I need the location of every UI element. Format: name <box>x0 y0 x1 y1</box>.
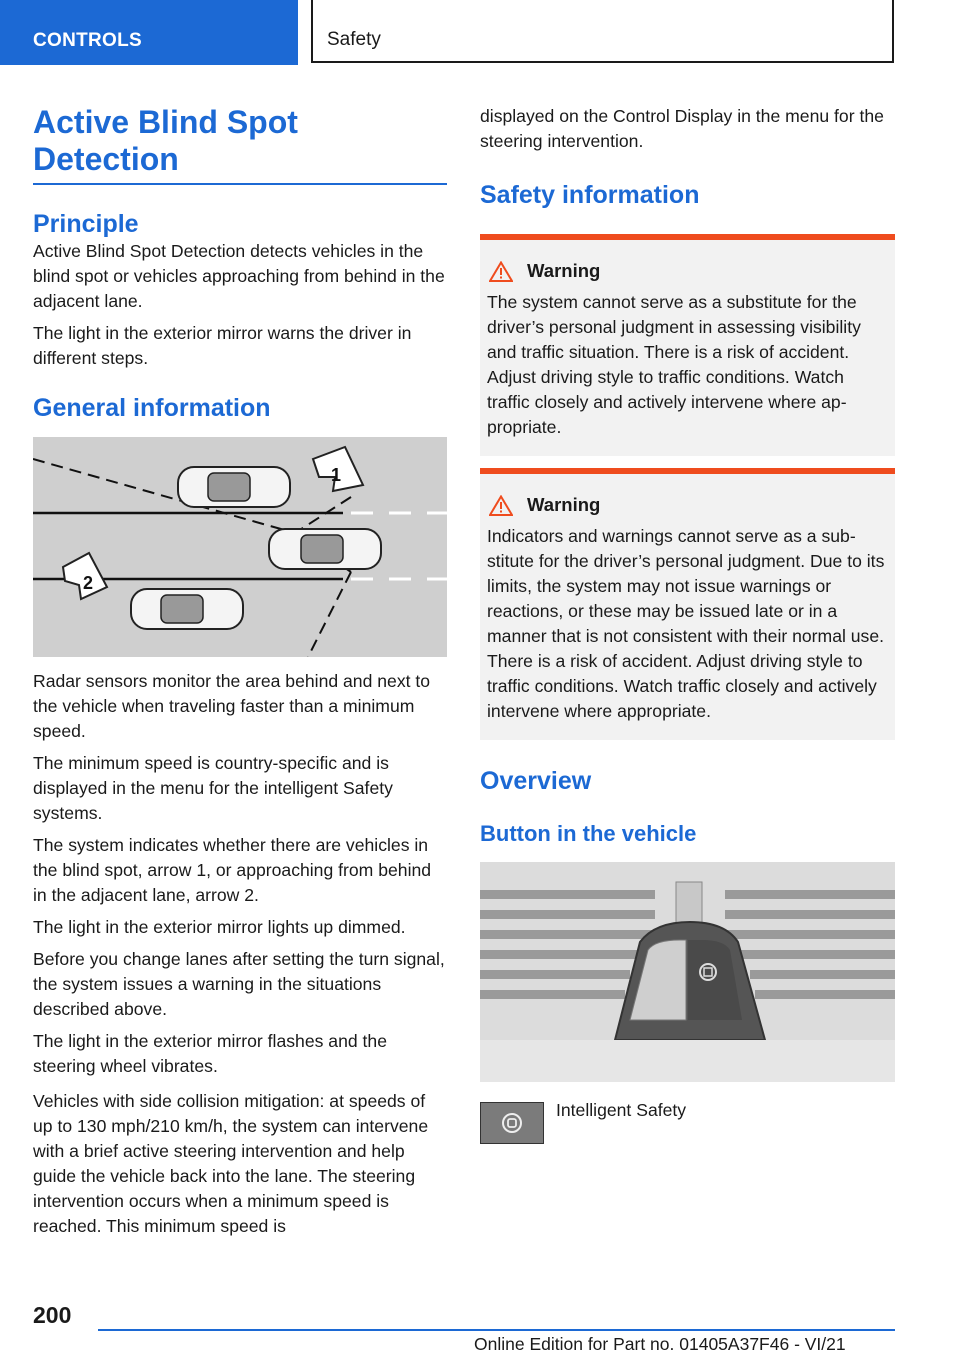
car-bottom-icon <box>131 589 243 629</box>
page-title: Active Blind Spot Detection <box>33 104 298 177</box>
car-ego-icon <box>269 529 381 569</box>
general-para-3: The system indicates whether there are vehicles in the blind spot, arrow 1, or approaching from behind in the adjacent lane, arrow 2. <box>33 835 432 905</box>
general-para-2: The minimum speed is country-specific and is displayed in the menu for the intelligent Safety systems. <box>33 753 393 823</box>
header-chapter-box <box>311 0 894 63</box>
header-section-tab <box>0 0 298 65</box>
intelligent-safety-label: Intelligent Safety <box>556 1100 687 1120</box>
footer-rule <box>98 1329 895 1331</box>
safety-info-heading: Safety information <box>480 181 700 209</box>
arrow-2-label: 2 <box>83 573 94 593</box>
principle-heading: Principle <box>33 210 139 238</box>
principle-para-2: The light in the exterior mirror warns the driver in different steps. <box>33 323 412 368</box>
warning-2-text: Indicators and warnings cannot serve as a substitute for the driver’s personal judgment. Due to its limits, the system may not issue warnings or reactions, or these may be issued late or in a manner that is not consistent with their normal use. There is a risk of accident. Adjust driving style to traffic conditions. Watch traffic closely and actively intervene where appropriate. <box>487 526 885 721</box>
general-para-4: The light in the exterior mirror lights up dimmed. <box>33 917 406 937</box>
overview-heading: Overview <box>480 767 592 795</box>
warning-box-2 <box>480 468 895 740</box>
principle-para-1: Active Blind Spot Detection detects vehicles in the blind spot or vehicles approaching from behind in the adjacent lane. <box>33 241 445 311</box>
right-column <box>480 104 895 1144</box>
page-number: 200 <box>33 1302 72 1328</box>
general-para-6: The light in the exterior mirror flashes and the steering wheel vibrates. <box>33 1031 387 1076</box>
header-section-label: CONTROLS <box>33 30 143 51</box>
general-info-heading: General information <box>33 394 271 422</box>
button-legend-row <box>480 1102 895 1144</box>
intelligent-safety-button-icon <box>480 1102 544 1144</box>
console-button-illustration <box>480 862 895 1082</box>
warning-triangle-icon <box>489 495 513 516</box>
general-para-1: Radar sensors monitor the area behind and next to the vehicle when traveling faster than a minimum speed. <box>33 671 431 741</box>
arrow-2-icon <box>63 553 107 599</box>
edition-text: Online Edition for Part no. 01405A37F46 - VI/21 <box>474 1334 846 1354</box>
title-rule <box>33 183 447 185</box>
warning-triangle-icon <box>489 261 513 282</box>
warning-1-text: The system cannot serve as a substitute for the driver’s personal judgment in assessing visibility and traffic situation. There is a risk of accident. Adjust driving style to traffic conditions. Watch traffic closely and actively intervene where appropriate. <box>487 292 861 437</box>
arrow-1-icon <box>313 447 363 491</box>
general-para-5: Before you change lanes after setting the turn signal, the system issues a warning in the situations described above. <box>33 949 445 1019</box>
header-chapter-label: Safety <box>327 29 381 50</box>
button-photo <box>480 862 895 1082</box>
car-top-icon <box>178 467 290 507</box>
continued-para: displayed on the Control Display in the menu for the steering intervention. <box>480 106 884 151</box>
warning-2-title: Warning <box>527 494 601 515</box>
left-column <box>33 104 447 1246</box>
blind-spot-diagram <box>33 437 447 657</box>
arrow-1-label: 1 <box>331 465 342 485</box>
blind-spot-illustration <box>33 437 447 657</box>
warning-box-1 <box>480 234 895 456</box>
general-para-7: Vehicles with side collision mitigation: at speeds of up to 130 mph/210 km/h, the system can intervene with a brief active steering intervention and help guide the vehicle back into the lane. The steering intervention occurs when a minimum speed is reached. This minimum speed is <box>33 1091 429 1236</box>
warning-1-title: Warning <box>527 260 601 281</box>
button-in-vehicle-heading: Button in the vehicle <box>480 821 697 846</box>
